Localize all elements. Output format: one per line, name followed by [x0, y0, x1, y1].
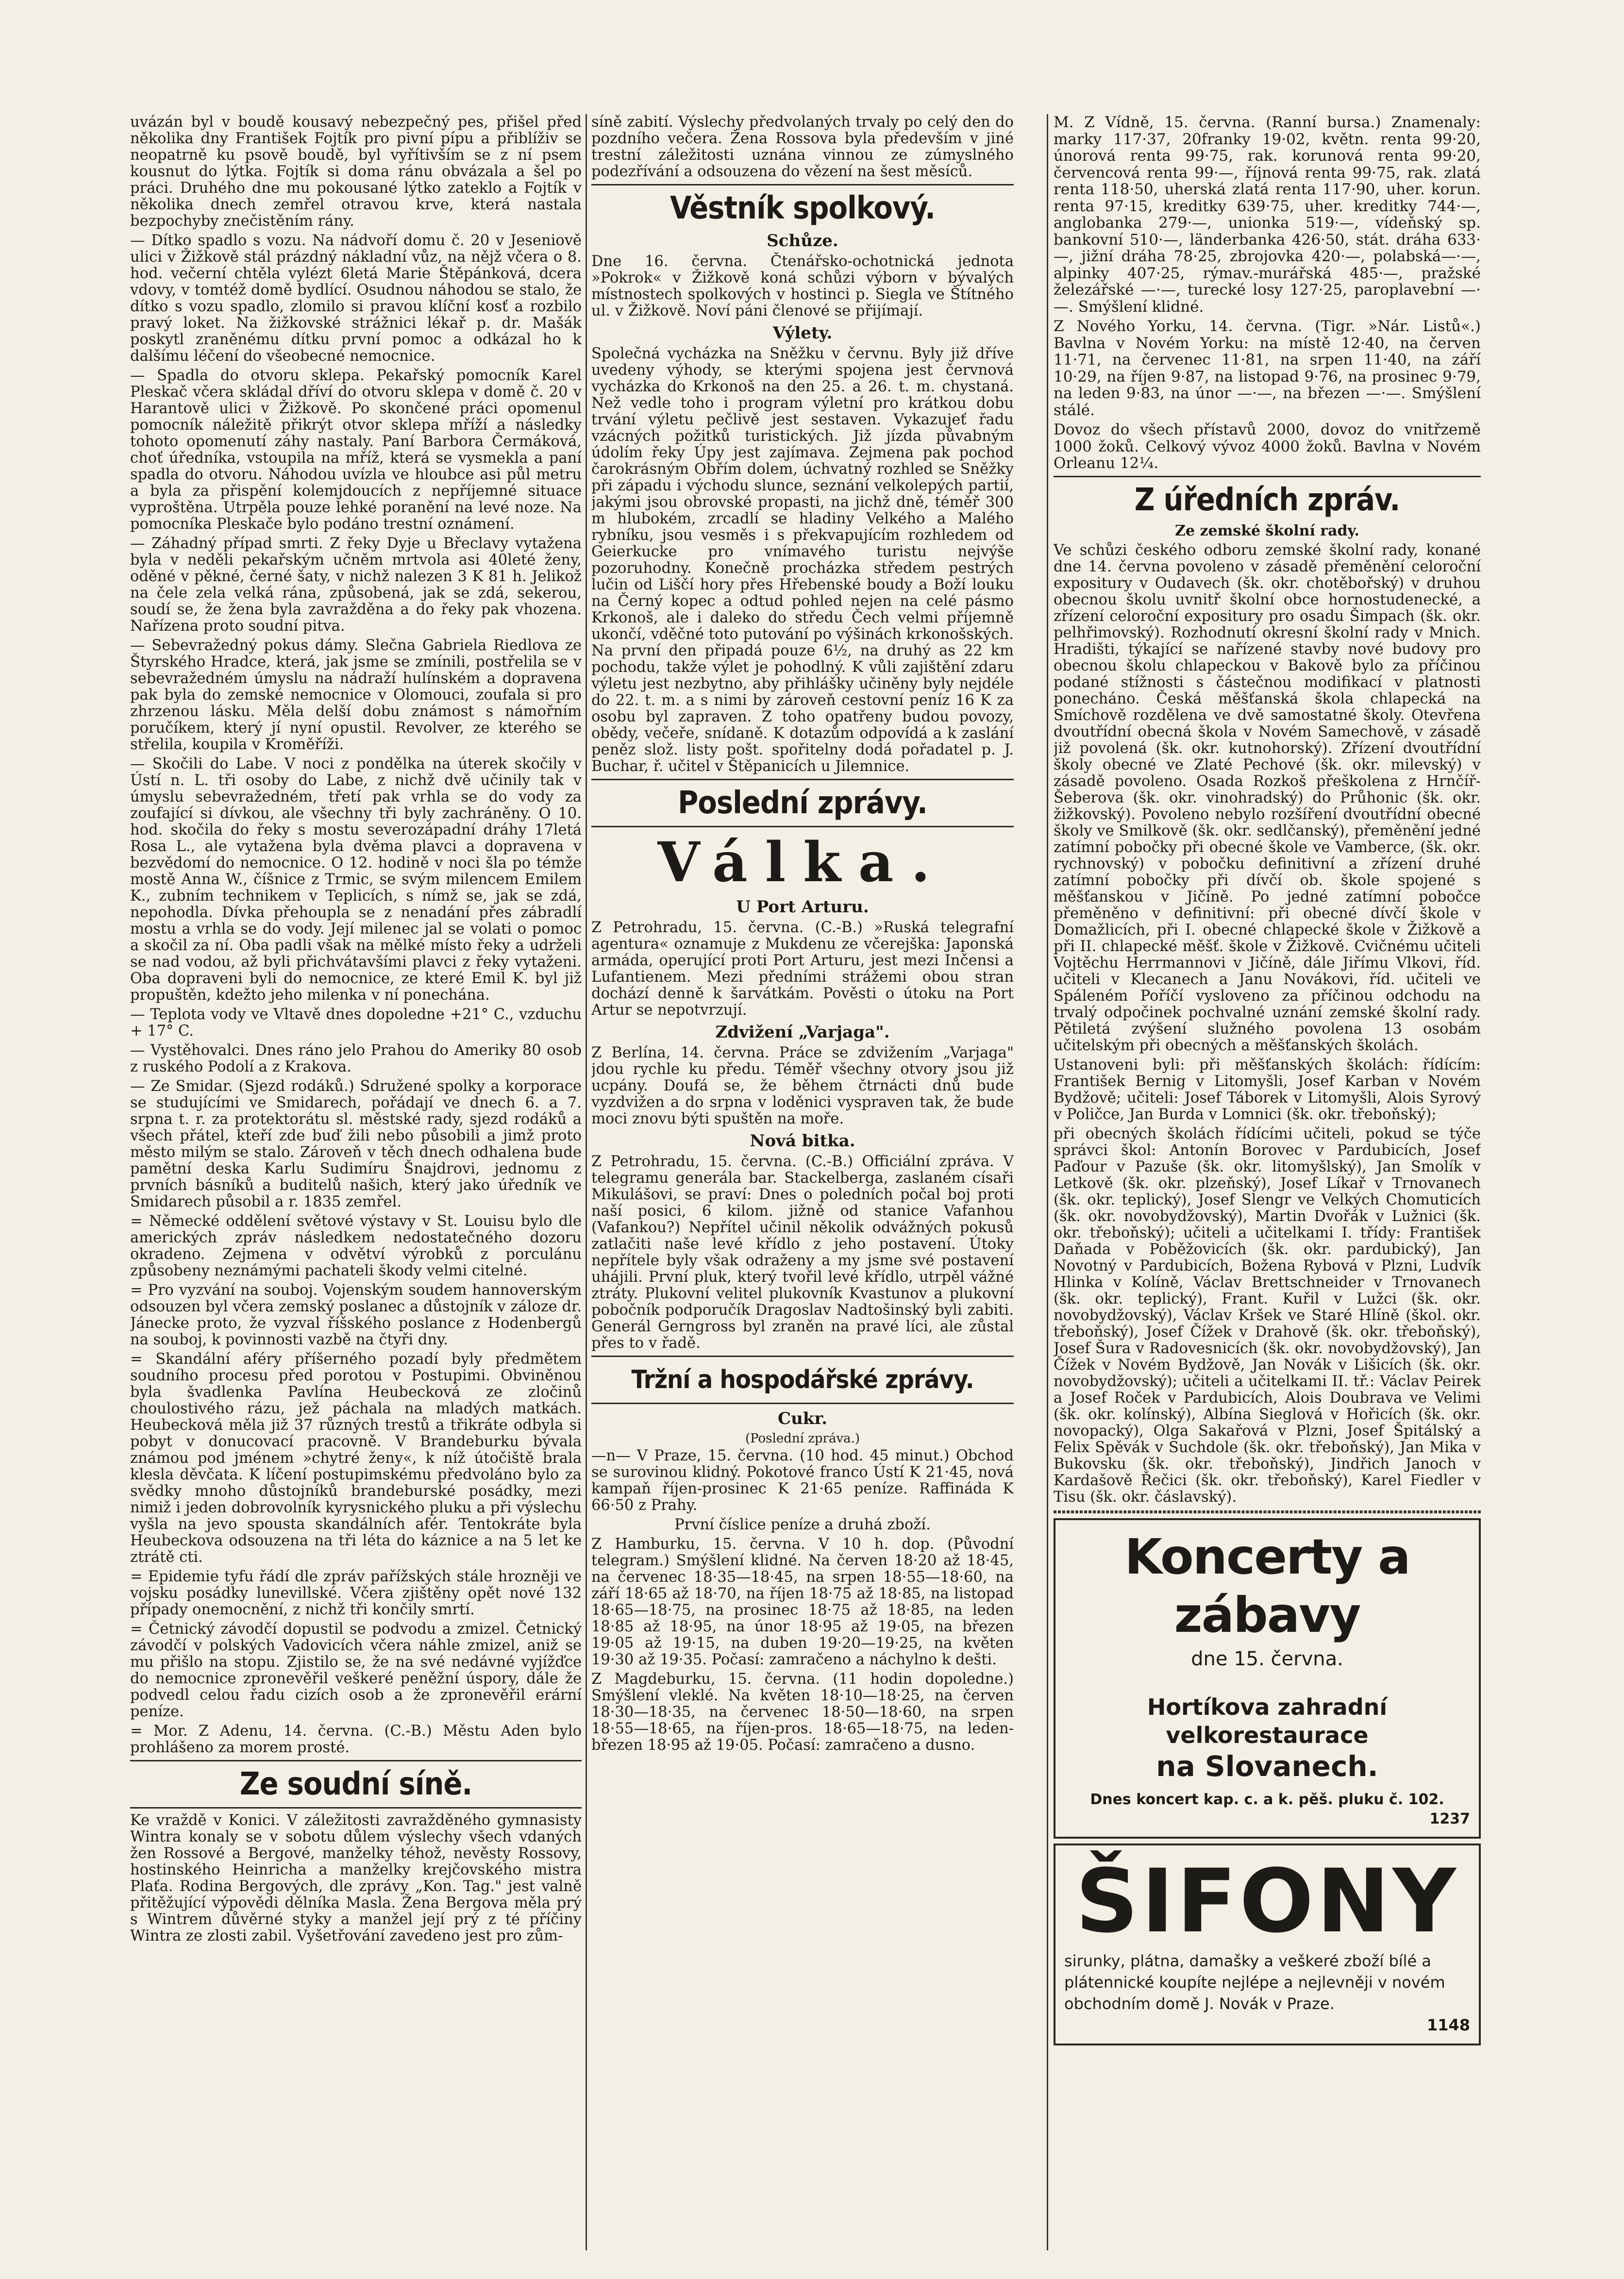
- advert-sifony: [1054, 1843, 1481, 2045]
- article: M. Z Vídně, 15. června. (Ranní bursa.) Znamenaly: marky 117·37, 20franky 19·02, květn. renta 99·20, únorová renta 99·75, rak. korunová renta 99·20, červencová renta 99·—, říjnová renta 99·75, rak. zlatá renta 118·50, uherská zlatá renta 117·90, uher. korun. renta 97·15, kreditky 639·75, uher. kreditky 744·—, anglobanka 279·—, unionka 519·—, vídeňský sp. bankovní 510·—, länderbanka 426·50, stát. dráha 633·—, jižní dráha 78·25, zbrojovka 420·—, polabská—·—, alpinky 407·25, rýmav.-murářská 485·—, pražské železářské —·—, turecké losy 127·25, paroplavební —·—. Smýšlení klidné.: [1054, 114, 1481, 316]
- divider: [591, 826, 1014, 827]
- divider: [591, 1356, 1014, 1357]
- article: Společná vycházka na Sněžku v červnu. Byly již dříve uvedeny výhody, se kterými spojena jest červnová vycházka do Krkonoš na den 25. a 26. t. m. chystaná. Než vedle toho i program výletní pro krátkou dobu trvání výletu pečlivě jest sestaven. Vykazujeť řadu vzácných požitků turistických. Již jízda půvabným údolím řeky Úpy jest zajímava. Zejmena pak pochod čarokrásným Obřím dolem, úchvatný rozhled se Sněžky při západu i východu slunce, seznání velkolepých partií, jakými jsou obrovské propasti, na jichž dně, téměř 300 m hlubokém, zrcadlí se hladiny Velkého a Malého rybníku, jsou vesměs i s překvapujícím rozhledem od Geierkucke pro vnímavého turistu nejvýše pozoruhodny. Konečně procházka středem pestrých lučin od Liščí hory přes Hřebenské boudy a Boží louku na Černý kopec a odtud pohled nejen na celé pásmo Krkonoš, ale i daleko do středu Čech velmi příjemně ukončí, vděčné toto putování po výšinách krkonošských. Na první den připadá pouze 6½, na druhý as 22 km pochodu, takže výlet je pohodlný. K vůli zajištění zdaru výletu jest nezbytno, aby přihlášky učiněny byly nejdéle do 22. t. m. a s nimi by zároveň cestovní peníz 16 K za osobu byl zapraven. Z toho opatřeny budou povozy, obědy, večeře, snídaně. K dotazům odpovídá a k zaslání peněz slož. listy pošt. spořitelny dodá pořadatel p. J. Buchar, ř. učitel v Štěpanicích u Jilemnice.: [591, 345, 1014, 775]
- advert-venue: Hortíkova zahradní velkorestaurace: [1147, 1693, 1388, 1748]
- article: — Dítko spadlo s vozu. Na nádvoří domu č. 20 v Jeseniově ulici v Žižkově stál prázdný nákladní vůz, na nějž včera o 8. hod. večerní chtěla vylézt 6letá Marie Štěpánková, dcera vdovy, v tomtéž domě bydlící. Osudnou náhodou se stalo, že dítko s vozu spadlo, zlomilo si pravou klíční kosť a rozbilo pravý loket. Na žižkovské strážnici lékař p. dr. Mašák poskytl zraněnému dítku první pomoc a odkázal ho k dalšímu léčení do všeobecné nemocnice.: [130, 232, 582, 365]
- divider: [591, 779, 1014, 780]
- divider: [1054, 476, 1481, 477]
- advert-text: sirunky, plátna, damašky a veškeré zboží bílé a plátennické koupíte nejlépe a nejlevněji v novém obchodním domě J. Novák v Praze.: [1064, 1951, 1445, 2013]
- article: Z Hamburku, 15. června. V 10 h. dop. (Původní telegram.) Smýšlení klidné. Na červen 18·20 až 18·45, na červenec 18·35—18·45, na srpen 18·55—18·60, na září 18·65 až 18·70, na říjen 18·75 až 18·85, na listopad 18·65—18·75, na prosinec 18·75 až 18·85, na leden 18·85 až 18·95, na únor 18·95 až 19·05, na březen 19·05 až 19·15, na duben 19·20—19·25, na květen 19·30 až 19·35. Počasí: zamračeno a náchylno k dešti.: [591, 1536, 1014, 1668]
- subheading: Ze zemské školní rady.: [1175, 522, 1359, 539]
- article: — Vystěhovalci. Dnes ráno jelo Prahou do Ameriky 80 osob z ruského Podolí a z Krakova.: [130, 1042, 582, 1075]
- article: Z Berlína, 14. června. Práce se zdvižením „Varjaga" jdou rychle ku předu. Téměř všechny otvory jsou již ucpány. Doufá se, že během čtrnácti dnů bude vyzdvižen a do srpna v loděnici vyspraven tak, že bude moci znovu býti spuštěn na moře.: [591, 1044, 1014, 1127]
- advert-venue: na Slovanech.: [1156, 1749, 1378, 1783]
- subheading: U Port Arturu.: [736, 897, 869, 917]
- section-title: Z úředních zpráv.: [1134, 482, 1400, 518]
- article: Ustanoveni byli: při měšťanských školách: řídícím: František Bernig v Litomyšli, Josef Karban v Novém Bydžově; učiteli: Josef Táborek v Litomyšli, Alois Syrový v Poličce, Jan Burda v Lomnici (šk. okr. třeboňský);: [1054, 1056, 1481, 1123]
- article: Z Nového Yorku, 14. června. (Tigr. »Nár. Listů«.) Bavlna v Novém Yorku: na místě 12·40, na červen 11·71, na červenec 11·81, na srpen 11·40, na září 10·29, na říjen 9·87, na listopad 9·76, na prosinec 9·79, na leden 9·83, na únor —·—, na březen —·—. Smýšlení stálé.: [1054, 318, 1481, 419]
- article: Ve schůzi českého odboru zemské školní rady, konané dne 14. června povoleno v zásadě přeměnění celoroční expositury v Oudavech (šk. okr. chotěbořský) v druhou obecnou školu uvnitř školní obce hornostudenecké, a zřízení celoroční expositury pro osadu Šimpach (šk. okr. pelhřimovský). Rozhodnutí okresní školní rady v Mnich. Hradišti, týkající se nařízené stavby nové budovy pro obecnou školu chlapeckou v Bakově bylo za příčinou podané stížnosti s částečnou modifikací v platnosti ponecháno. Česká měšťanská škola chlapecká na Smíchově rozdělena ve dvě samostatné školy. Otevřena dvoutřídní obecná škola v Novém Samechově, v zásadě již povolená (šk. okr. kutnohorský). Zřízení dvoutřídní školy obecné ve Zlaté Pechové (šk. okr. milevský) v zásadě povoleno. Osada Rozkoš přeškolena z Hrnčíř-Šeberova (šk. okr. vinohradský) do Průhonic (šk. okr. žižkovský). Povoleno nebylo rozšíření dvoutřídní obecné školy ve Smilkově (šk. okr. sedlčanský), přeměnění jedné zatímní pobočky při obecné škole ve Vamberce, (šk. okr. rychnovský) v pobočku definitivní a zřízení druhé zatímní pobočky při dívčí ob. škole spojené s měšťanskou v Jičíně. Po jedné zatímní pobočce přeměněno v definitivní: při obecné dívčí škole v Domažlicích, při I. obecné chlapecké škole v Žižkově a při II. chlapecké měšť. škole v Žižkově. Cvičnému učiteli Vojtěchu Herrmannovi v Jičíně, dále Jiřímu Vlkovi, říd. učiteli v Klecanech a Janu Novákovi, říd. učiteli ve Spáleném Poříčí vysloveno za příčinou odchodu na trvalý odpočinek pochvalné uznání zemské školní rady. Pětiletá zvýšení služného povolena 13 osobám učitelským při obecných a měšťanských školách.: [1054, 541, 1481, 1054]
- article: Z Magdeburku, 15. června. (11 hodin dopoledne.) Smýšlení vleklé. Na květen 18·10—18·25, na červen 18·30—18·35, na červenec 18·50—18·60, na srpen 18·55—18·65, na říjen-pros. 18·65—18·75, na leden-březen 18·95 až 19·05. Počasí: zamračeno a dusno.: [591, 1671, 1014, 1754]
- article: Dovoz do všech přístavů 2000, dovoz do vnitřzemě 1000 žoků. Celkový vývoz 4000 žoků. Bavlna v Novém Orleanu 12¼.: [1054, 421, 1481, 472]
- advert-date: dne 15. června.: [1191, 1647, 1343, 1670]
- subheading: Nová bitka.: [750, 1131, 855, 1151]
- article: = Pro vyzvání na souboj. Vojenským soudem hannoverským odsouzen byl včera zemský poslanec a důstojník v záloze dr. Jánecke proto, že vyzval říšského poslance z Hodenbergů na souboj, k povinnosti vazbě na čtyři dny.: [130, 1282, 582, 1348]
- article: — Spadla do otvoru sklepa. Pekařský pomocník Karel Pleskač včera skládal dříví do otvoru sklepa v domě č. 20 v Harantově ulici v Žižkově. Po skončené práci opomenul pomocník náležitě přikrýt otvor sklepa mříží a následky tohoto opomenutí záhy nastaly. Paní Barbora Čermáková, choť úředníka, vstoupila na mříž, která se vysmekla a paní spadla do otvoru. Náhodou uvízla ve hloubce asi půl metru a byla za přispění kolemjdoucích z nepříjemné situace vyproštěna. Utrpěla pouze lehké poranění na levé noze. Na pomocníka Pleskače bylo podáno trestní oznámení.: [130, 367, 582, 533]
- article: —n— V Praze, 15. června. (10 hod. 45 minut.) Obchod se surovinou klidný. Pokotové franco Ústí K 21·45, nová kampaň říjen-prosinec K 21·65 peníze. Raffináda K 66·50 z Prahy.: [591, 1447, 1014, 1514]
- article: — Sebevražedný pokus dámy. Slečna Gabriela Riedlova ze Štyrského Hradce, která, jak jsme se zmínili, postřelila se v sebevražedném úmyslu na nádraží hulínském a dopravena pak byla do zemské nemocnice v Olomouci, zoufala si pro zhrzenou lásku. Měla delší dobu známost s námořním poručíkem, který jí nyní opustil. Revolver, ze kterého se střelila, koupila v Kroměříži.: [130, 637, 582, 753]
- divider: [591, 184, 1014, 185]
- column-3: [1054, 114, 1481, 2260]
- advert-concerts: [1054, 1518, 1481, 1839]
- subheading-note: (Poslední zpráva.): [745, 1431, 860, 1446]
- section-title: Ze soudní síně.: [239, 1766, 472, 1802]
- article: = Německé oddělení světové výstavy v St. Louisu bylo dle amerických zpráv následkem nedostatečného dozoru okradeno. Zejmena v odvětví výrobků z porculánu způsobeny neznámými pachateli škody velmi citelné.: [130, 1213, 582, 1279]
- article: — Záhadný případ smrti. Z řeky Dyje u Břeclavy vytažena byla v neděli pekařským učněm mrtvola asi 40leté ženy, oděné v pěkné, černé šaty, v nichž nalezen 3 K 81 h. Jelikož na čele zela velká rána, způsobená, jak se zdá, sekerou, soudí se, že žena byla zavražděna a do řeky pak vhozena. Nařízena proto soudní pitva.: [130, 535, 582, 635]
- divider: [1054, 1510, 1481, 1513]
- article: Z Petrohradu, 15. června. (C.-B.) »Ruská telegrafní agentura« oznamuje z Mukdenu ze včerejška: Japonská armáda, operující proti Port Arturu, jest mezi Inčensi a Lufantienem. Mezi předními strážemi obou stran dochází denně k šarvátkám. Pověsti o útoku na Port Artur se nepotvrzují.: [591, 919, 1014, 1019]
- advert-title: Koncerty a zábavy: [1124, 1528, 1410, 1643]
- note: První číslice peníze a druhá zboží.: [674, 1516, 931, 1533]
- column-rule: [586, 114, 587, 2250]
- article: = Epidemie tyfu řádí dle zpráv pařížských stále hrozněji ve vojsku posádky lunevillské. Včera zjištěny opět nové 132 případy onemocnění, z nichž tři končily smrtí.: [130, 1568, 582, 1618]
- section-title: Věstník spolkový.: [670, 190, 935, 226]
- divider: [591, 1403, 1014, 1404]
- column-2: [591, 114, 1014, 2260]
- subheading: Zdvižení „Varjaga".: [715, 1022, 890, 1042]
- subheading: Schůze.: [767, 231, 838, 251]
- article: uvázán byl v boudě kousavý nebezpečný pes, přišel před několika dny František Fojtík pro pivní pípu a přiblíživ se neopatrně ku psově boudě, byl vyřítivším se z ní psem kousnut do lýtka. Fojtík si doma ránu obvázala a šel po práci. Druhého dne mu pokousané lýtko zateklo a Fojtík v několika dnech zemřel otravou krve, která nastala bezpochyby znečistěním rány.: [130, 114, 582, 230]
- advert-number: 1148: [1426, 2015, 1470, 2034]
- article: Ke vraždě v Konici. V záležitosti zavražděného gymnasisty Wintra konaly se v sobotu důlem výslechy všech vdaných žen Rossové a Bergové, manželky téhož, nevěsty Rossovy, hostinského Heinricha a manželky krejčovského mistra Plaťa. Rodina Bergových, dle zprávy „Kon. Tag." jest valně přitěžující výpovědi dělníka Masla. Žena Bergova měla prý s Wintrem důvěrné styky a manžel její prý z té příčiny Wintra ze zlosti zabil. Vyšetřování zavedeno jest pro zům-: [130, 1812, 582, 1944]
- article: Dne 16. června. Čtenářsko-ochotnická jednota »Pokrok« v Žižkově koná schůzi výborn v bývalých místnostech spolkových v hostinci p. Siegla ve Štítného ul. v Žižkově. Noví páni členové se přijímají.: [591, 253, 1014, 319]
- divider: [130, 1807, 582, 1809]
- article: při obecných školách řídícími učiteli, pokud se týče správci škol: Antonín Borovec v Pardubicích, Josef Paďour v Pazuše (šk. okr. litomyšlský), Jan Smolík v Letkově (šk. okr. plzeňský), Josef Líkař v Trnovanech (šk. okr. teplický), Josef Slengr ve Velkých Chomuticích (šk. okr. novobydžovský), Martin Dvořák v Lužnici (šk. okr. třeboňský); učiteli a učitelkami I. třídy: František Daňada v Poběžovicích (šk. okr. pardubický), Jan Novotný v Pardubicích, Božena Rybová v Plzni, Ludvík Hlinka v Kolíně, Václav Brettschneider v Trnovanech (šk. okr. teplický), Frant. Kuřil v Lužci (šk. okr. novobydžovský), Václav Kršek ve Staré Hlíně (škol. okr. třeboňský), Josef Čížek v Drahově (šk. okr. třeboňský), Josef Šura v Radovesnicích (šk. okr. novobydžovský), Jan Čížek v Novém Bydžově, Jan Novák v Lišicích (šk. okr. novobydžovský); učiteli a učitelkami II. tř.: Václav Peirek a Josef Roček v Pardubicích, Alois Doubrava ve Velimi (šk. okr. kolínský), Albína Sieglová v Hořicích (šk. okr. novopacký), Olga Sakařová v Plzni, Josef Špitálský a Felix Spěvák v Suchdole (šk. okr. třeboňský), Jan Mika v Bukovsku (šk. okr. třeboňský), Jindřich Janoch v Kardašově Řečici (šk. okr. třeboňský), Karel Fiedler v Tisu (šk. okr. čáslavský).: [1054, 1125, 1481, 1506]
- war-heading: Válka.: [657, 831, 948, 894]
- article: — Teplota vody ve Vltavě dnes dopoledne +21° C., vzduchu + 17° C.: [130, 1006, 582, 1039]
- advert-title: ŠIFONY: [1075, 1850, 1459, 1952]
- article: = Mor. Z Adenu, 14. června. (C.-B.) Městu Aden bylo prohlášeno za morem prosté.: [130, 1723, 582, 1756]
- article: síně zabití. Výslechy předvolaných trvaly po celý den do pozdního večera. Žena Rossova byla především v jiné trestní záležitosti uznána vinnou ze zúmyslného podezřívání a odsouzena do vězení na šest měsíců.: [591, 114, 1014, 180]
- divider: [130, 1760, 582, 1761]
- subheading: Cukr.: [778, 1409, 827, 1428]
- article: Z Petrohradu, 15. června. (C.-B.) Officiální zpráva. V telegramu generála bar. Stackelberga, zaslaném císaři Mikulášovi, se praví: Dnes o poledních počal boj proti naší posici, 6 kilom. jižně od stanice Vafanhou (Vafankou?) Nepřítel učinil několik odvážných pokusů zatlačiti naše levé křídlo z jeho postavení. Útoky nepřítele byly však odraženy a my jsme své postavení uhájili. První pluk, který tvořil levé křídlo, utrpěl vážné ztráty. Plukovní velitel plukovník Kvastunov a plukovní pobočník podporučík Dragoslav Nadtošinský byli zabiti. Generál Gerngross byl zraněn na pravé líci, ale zůstal přes to v řadě.: [591, 1153, 1014, 1352]
- subheading: Výlety.: [772, 323, 833, 343]
- advert-number: 1237: [1429, 1810, 1470, 1827]
- column-1: [130, 114, 582, 2260]
- advert-note: Dnes koncert kap. c. a k. pěš. pluku č. 102.: [1090, 1791, 1444, 1808]
- article: — Skočili do Labe. V noci z pondělka na úterek skočily v Ústí n. L. tři osoby do Labe, z nichž dvě učinily tak v úmyslu sebevražedném, třetí pak vrhla se do vody za zoufající si dívkou, ale všechny tři byly zachráněny. O 10. hod. skočila do řeky s mostu severozápadní dráhy 17letá Rosa L., ale vytažena byla dvěma plavci a dopravena v bezvědomí do nemocnice. O 12. hodině v noci šla po témže mostě Anna W., číšnice z Trmic, se svým milencem Emilem K., zubním technikem v Teplicích, s nímž se, jak se zdá, nepohodla. Dívka přehoupla se z nenadání přes zábradlí mostu a vrhla se do vody. Její milenec jal se volati o pomoc a skočil za ní. Oba padli však na mělké místo řeky a udrželi se nad vodou, až byli přichvátavšími plavci z řeky vytaženi. Oba dopraveni byli do nemocnice, ze které Emil K. byl již propuštěn, kdežto jeho milenka v ní ponechána.: [130, 755, 582, 1004]
- article: — Ze Smidar. (Sjezd rodáků.) Sdružené spolky a korporace se studujícími ve Smidarech, pořádají ve dnech 6. a 7. srpna t. r. za protektorátu sl. městské rady, sjezd rodáků a všech přátel, kteří zde buď žili nebo působili a jimž proto město milým se stalo. Zároveň v těch dnech odhalena bude pamětní deska Karlu Sudimíru Šnajdrovi, jednomu z prvních básníků a buditelů našich, který jako úředník ve Smidarech působil a r. 1835 zemřel.: [130, 1078, 582, 1210]
- article: = Četnický závodčí dopustil se podvodu a zmizel. Četnický závodčí v polských Vadovicích včera náhle zmizel, aniž se mu přišlo na stopu. Zjistilo se, že na své nedávné vyjížďce do nemocnice zpronevěřil veškeré peněžní úspory, dále že podvedl celou řadu cizích osob a že zpronevěřil erární peníze.: [130, 1621, 582, 1720]
- section-title: Tržní a hospodářské zprávy.: [631, 1365, 974, 1394]
- section-title: Poslední zprávy.: [678, 785, 927, 821]
- article: = Skandální aféry příšerného pozadí byly předmětem soudního procesu před porotou v Postupimi. Obviněnou byla švadlenka Pavlína Heubecková ze zločinů choulostivého rázu, jež páchala na mladých matkách. Heubecková měla již 37 různých trestů a třikráte odbyla si pobyt v donucovací pracovně. V Brandeburku bývala známou pod jménem »chytré ženy«, k níž útočiště brala klesla děvčata. K líčení postupimskému předvoláno bylo za svědky mnoho důstojníků brandeburské posádky, mezi nimiž i jeden dobrovolník kyrysnického pluku a při výslechu vyšla na jevo spousta skandálních afér. Tentokráte byla Heubeckova odsouzena na tři léta do káznice a na 5 let ke ztrátě cti.: [130, 1351, 582, 1566]
- column-rule: [1047, 114, 1048, 2250]
